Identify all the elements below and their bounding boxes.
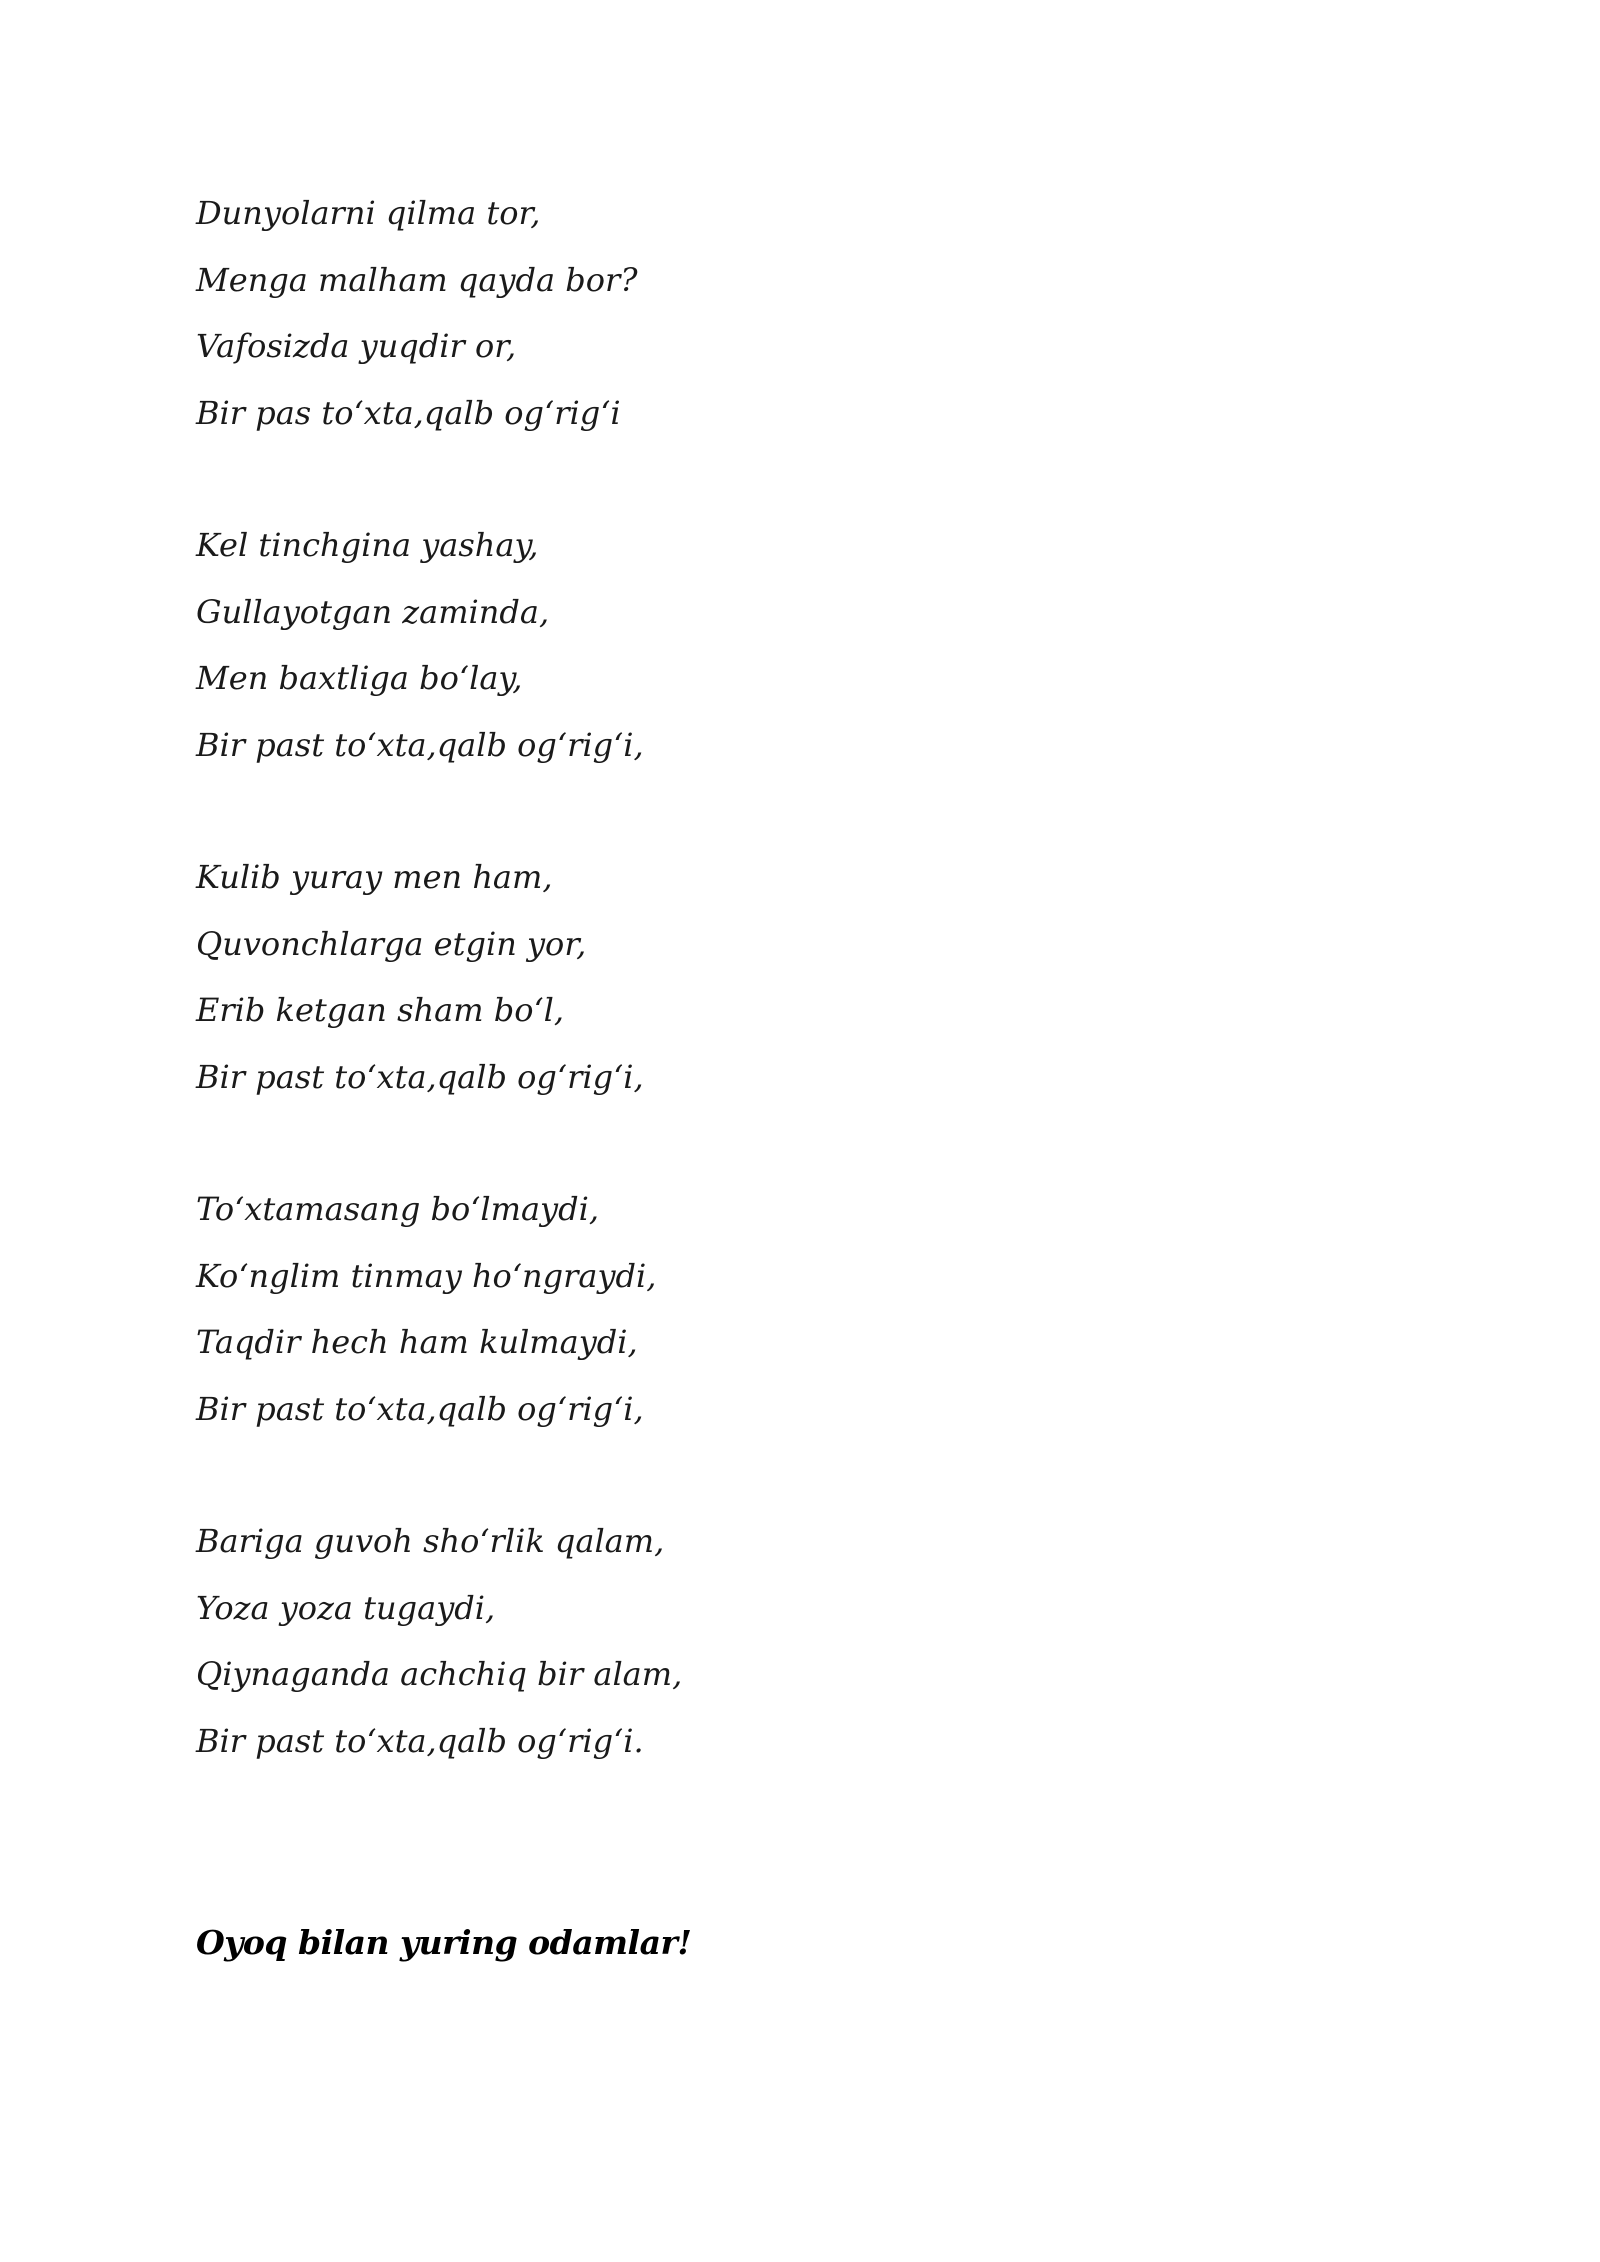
- poem-line: Gullayotgan zaminda,: [196, 592, 550, 631]
- poem-line: Menga malham qayda bor?: [196, 260, 638, 299]
- stanza-5: [196, 1516, 1396, 1782]
- poem-line: Bariga guvoh sho‘rlik qalam,: [196, 1522, 665, 1560]
- poem-line: To‘xtamasang bo‘lmaydi,: [196, 1190, 600, 1228]
- poem-line: Bir past to‘xta,qalb og‘rig‘i.: [196, 1721, 644, 1760]
- poem-line: Ko‘nglim tinmay ho‘ngraydi,: [196, 1256, 657, 1295]
- stanza-2: [196, 520, 1396, 786]
- stanza-1: [196, 188, 1396, 454]
- poem-line: Quvonchlarga etgin yor,: [196, 924, 587, 963]
- poem-line: Yoza yoza tugaydi,: [196, 1588, 496, 1627]
- poem-line: Erib ketgan sham bo‘l,: [196, 991, 565, 1029]
- poem-line: Bir past to‘xta,qalb og‘rig‘i,: [196, 1389, 644, 1428]
- poem-line: Dunyolarni qilma tor,: [196, 194, 541, 232]
- poem-line: Qiynaganda achchiq bir alam,: [196, 1655, 683, 1693]
- poem-line: Vafosizda yuqdir or,: [196, 327, 517, 365]
- stanza-3: [196, 852, 1396, 1118]
- poem: [196, 188, 1396, 1848]
- poem-line: Kel tinchgina yashay,: [196, 526, 539, 564]
- poem-line: Taqdir hech ham kulmaydi,: [196, 1323, 638, 1361]
- next-poem-title: Oyoq bilan yuring odamlar!: [196, 1923, 692, 1962]
- poem-line: Men baxtliga bo‘lay,: [196, 659, 523, 697]
- poem-line: Bir pas to‘xta,qalb og‘rig‘i: [196, 393, 621, 432]
- poem-line: Kulib yuray men ham,: [196, 858, 553, 896]
- stanza-4: [196, 1184, 1396, 1450]
- poem-line: Bir past to‘xta,qalb og‘rig‘i,: [196, 1057, 644, 1096]
- poem-line: Bir past to‘xta,qalb og‘rig‘i,: [196, 725, 644, 764]
